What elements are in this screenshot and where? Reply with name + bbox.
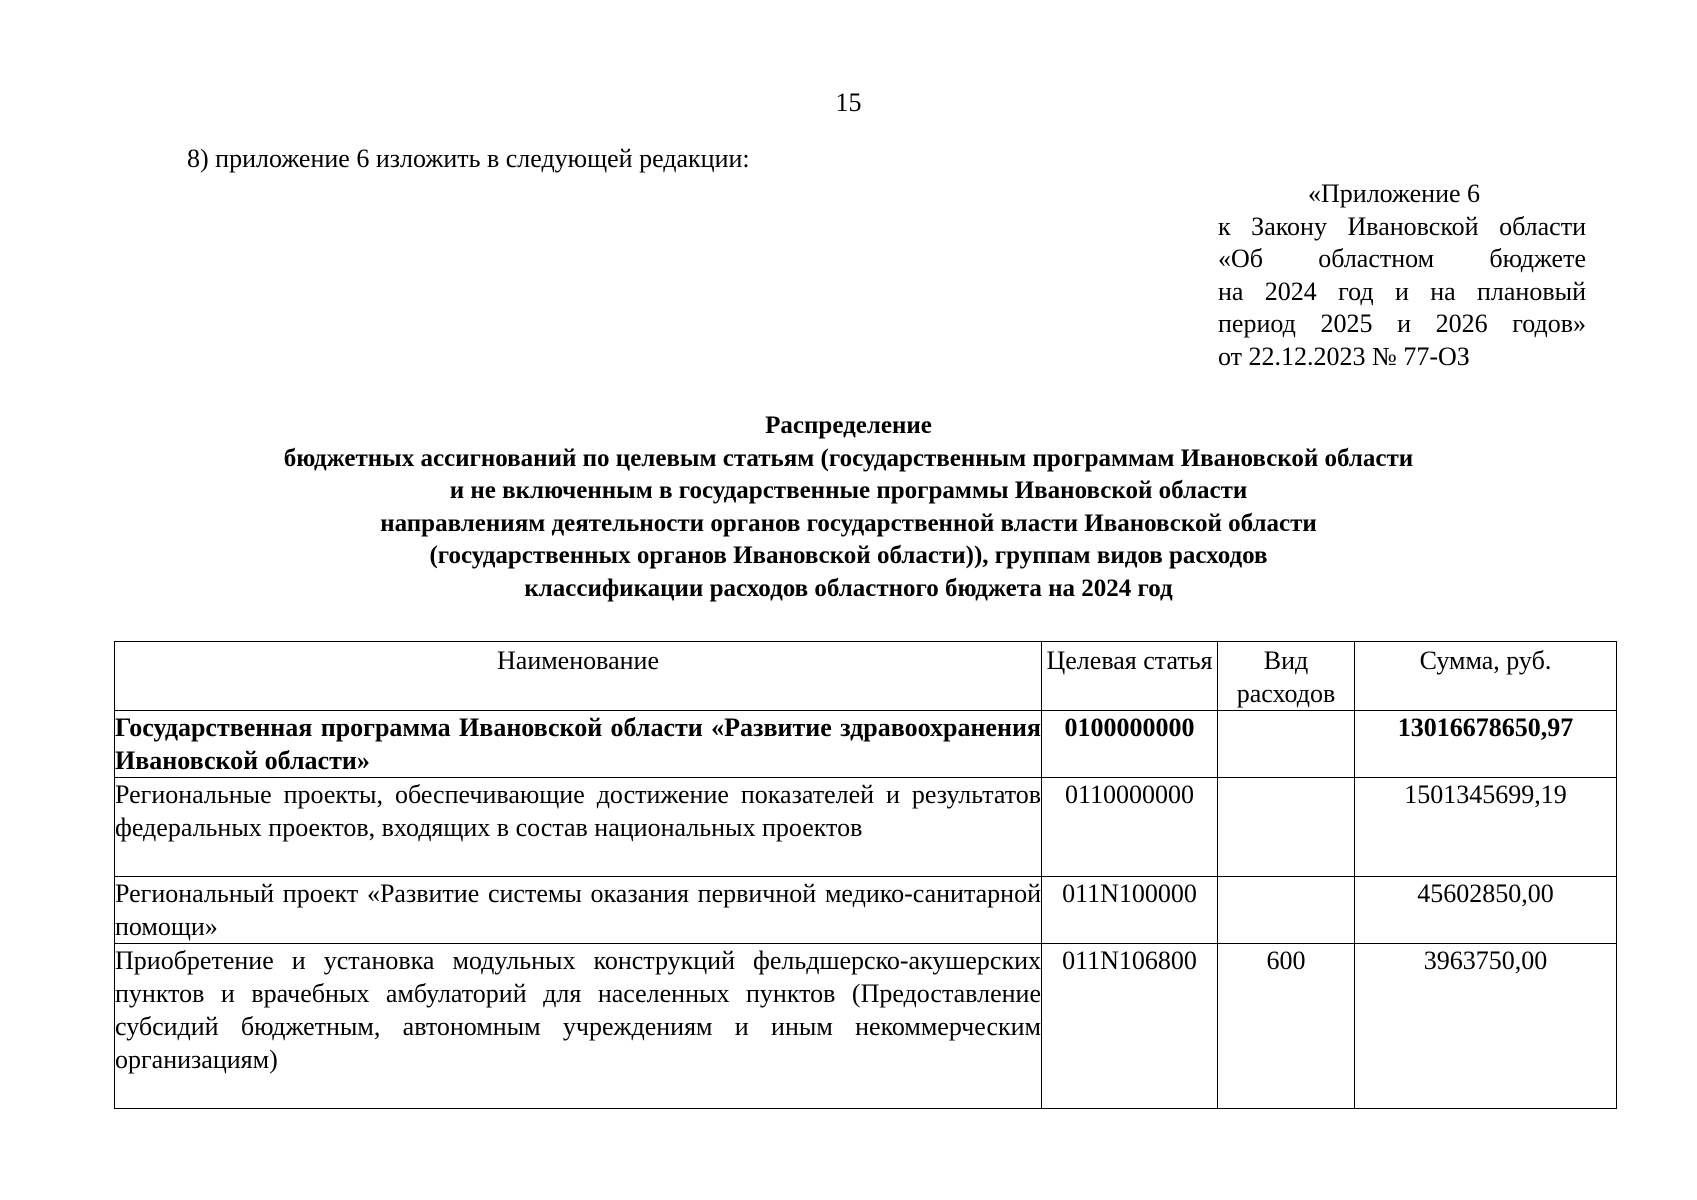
table-row — [115, 711, 1617, 778]
row-target-article: 011N100000 — [1042, 877, 1218, 944]
table-row — [115, 944, 1617, 1109]
title-line: направлениям деятельности органов государственной власти Ивановской области — [380, 509, 1317, 537]
title-line: бюджетных ассигнований по целевым статьям (государственным программам Ивановской области — [283, 444, 1414, 472]
header-target-article: Целевая статья — [1042, 642, 1218, 711]
table-row — [115, 877, 1617, 944]
row-sum: 3963750,00 — [1355, 944, 1617, 1109]
table-header-row — [115, 642, 1617, 711]
page-number: 15 — [835, 88, 862, 117]
appendix-line: от 22.12.2023 № 77-ОЗ — [1218, 341, 1470, 371]
document-title — [0, 410, 1697, 605]
row-expense-type — [1218, 877, 1355, 944]
row-name: Государственная программа Ивановской области «Развитие здравоохранения Ивановской области» — [115, 711, 1042, 778]
header-sum: Сумма, руб. — [1355, 642, 1617, 711]
row-expense-type — [1218, 778, 1355, 877]
header-name: Наименование — [115, 642, 1042, 711]
appendix-line: «Об областном бюджете — [1218, 244, 1586, 273]
row-target-article: 0100000000 — [1042, 711, 1218, 778]
header-expense-type: Вид расходов — [1218, 642, 1355, 711]
row-sum: 45602850,00 — [1355, 877, 1617, 944]
title-line: (государственных органов Ивановской области)), группам видов расходов — [429, 542, 1268, 569]
appendix-line: к Закону Ивановской области — [1218, 211, 1586, 241]
row-expense-type — [1218, 711, 1355, 778]
appendix-line: период 2025 и 2026 годов» — [1218, 309, 1586, 338]
row-target-article: 011N106800 — [1042, 944, 1218, 1109]
row-sum: 13016678650,97 — [1355, 711, 1617, 778]
title-line: и не включенным в государственные программы Ивановской области — [449, 477, 1248, 504]
budget-table — [114, 641, 1617, 1109]
table-row — [115, 778, 1617, 877]
row-name: Приобретение и установка модульных конструкций фельдшерско-акушерских пунктов и врачебных амбулаторий для населенных пунктов (Предоставление субсидий бюджетным, автономным учреждениям и иным некоммерческим организациям) — [115, 944, 1042, 1109]
title-line: Распределение — [765, 412, 932, 439]
row-target-article: 0110000000 — [1042, 778, 1218, 877]
appendix-reference — [1218, 178, 1586, 373]
row-sum: 1501345699,19 — [1355, 778, 1617, 877]
row-name: Региональный проект «Развитие системы оказания первичной медико-санитарной помощи» — [115, 877, 1042, 944]
title-line: классификации расходов областного бюджета на 2024 год — [524, 574, 1173, 602]
row-expense-type: 600 — [1218, 944, 1355, 1109]
row-name: Региональные проекты, обеспечивающие достижение показателей и результатов федеральных проектов, входящих в состав национальных проектов — [115, 778, 1042, 877]
appendix-line: «Приложение 6 — [1308, 179, 1481, 208]
appendix-line: на 2024 год и на плановый — [1218, 276, 1586, 306]
intro-paragraph: 8) приложение 6 изложить в следующей редакции: — [187, 144, 750, 173]
